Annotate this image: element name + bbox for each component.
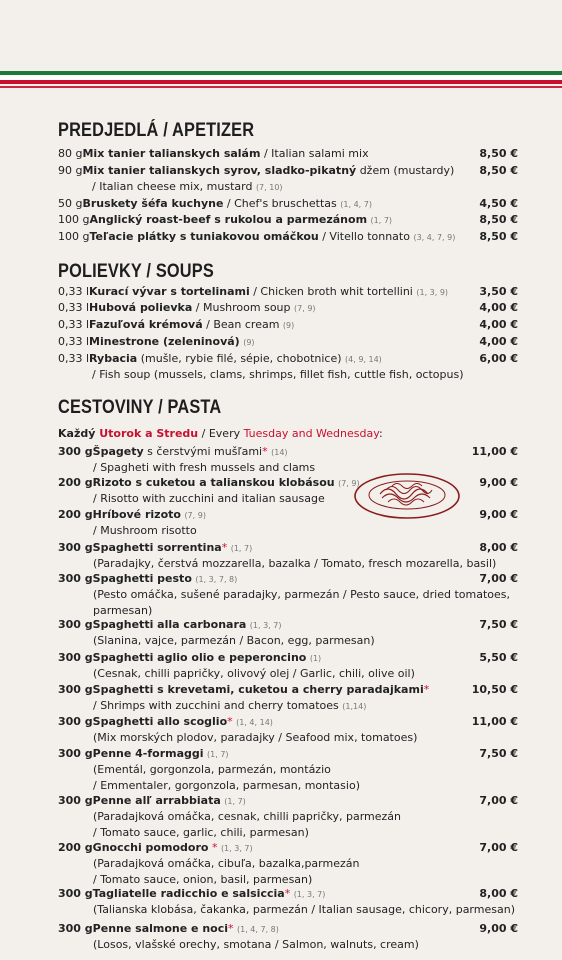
item-allergens: (1, 3, 7) bbox=[249, 621, 282, 630]
item-price: 5,50 € bbox=[479, 651, 518, 664]
item-subline bbox=[93, 778, 523, 794]
item-name: Minestrone (zeleninová) bbox=[89, 335, 240, 348]
item-name: Spaghetti pesto bbox=[92, 572, 192, 585]
item-price: 7,00 € bbox=[479, 572, 518, 585]
item-allergens: (4, 9, 14) bbox=[345, 355, 382, 364]
item-name: Bruskety šéfa kuchyne bbox=[82, 197, 224, 210]
item-price: 8,00 € bbox=[479, 887, 518, 900]
item-star: * bbox=[228, 922, 234, 935]
menu-item bbox=[58, 334, 518, 351]
item-star: * bbox=[227, 715, 233, 728]
item-allergens: (3, 4, 7, 9) bbox=[413, 233, 456, 242]
item-description: / Chicken broth whit tortellini bbox=[249, 285, 413, 298]
item-subline-text: (Pesto omáčka, sušené paradajky, parmezán / Pesto sauce, dried tomatoes, bbox=[93, 588, 510, 601]
item-quantity: 0,33 l bbox=[58, 352, 90, 365]
item-name: Teľacie plátky s tuniakovou omáčkou bbox=[89, 230, 319, 243]
item-quantity: 300 g bbox=[58, 618, 93, 631]
item-allergens: (7, 9) bbox=[294, 304, 316, 313]
item-quantity: 50 g bbox=[58, 197, 83, 210]
item-name: Spaghetti allo scoglio bbox=[92, 715, 228, 728]
item-subline-text: / Italian cheese mix, mustard bbox=[92, 180, 253, 193]
flag-stripe-red-thin bbox=[0, 86, 562, 88]
menu-item bbox=[58, 650, 518, 667]
menu-item bbox=[58, 196, 518, 213]
item-subline-text: (Paradajky, čerstvá mozzarella, bazalka / Tomato, fresch mozarella, basil) bbox=[93, 557, 497, 570]
item-quantity: 300 g bbox=[58, 445, 93, 458]
item-price: 4,00 € bbox=[479, 335, 518, 348]
item-subline-text: parmesan) bbox=[93, 604, 153, 617]
item-quantity: 100 g bbox=[58, 213, 90, 226]
item-subline bbox=[93, 730, 523, 746]
item-allergens: (14) bbox=[271, 448, 288, 457]
menu-item bbox=[58, 163, 518, 179]
item-star: * bbox=[284, 887, 291, 900]
item-name: Spaghetti sorrentina bbox=[92, 541, 222, 554]
menu-item bbox=[58, 886, 518, 903]
item-name: Spaghetti aglio olio e peperoncino bbox=[92, 651, 307, 664]
item-star: * bbox=[221, 541, 228, 554]
item-subline-text: (Talianska klobása, čakanka, parmezán / Italian sausage, chicory, parmesan) bbox=[93, 903, 515, 916]
section-title: PREDJEDLÁ / APETIZER bbox=[58, 120, 255, 141]
item-name: Anglický roast-beef s rukolou a parmezánom bbox=[89, 213, 368, 226]
item-name: Spaghetti s krevetami, cuketou a cherry paradajkami bbox=[92, 683, 424, 696]
item-subline bbox=[92, 179, 522, 196]
item-subline-text: / Spagheti with fresh mussels and clams bbox=[93, 461, 316, 474]
item-subline bbox=[93, 856, 523, 872]
item-name: Gnocchi pomodoro bbox=[92, 841, 209, 854]
item-price: 8,50 € bbox=[479, 213, 518, 226]
pasta-plate-illustration bbox=[352, 466, 462, 522]
item-allergens: (1, 7) bbox=[207, 750, 229, 759]
item-subline bbox=[93, 666, 523, 682]
menu-item bbox=[58, 540, 518, 557]
item-name: Spaghetti alla carbonara bbox=[92, 618, 247, 631]
item-name: Rybacia bbox=[89, 352, 138, 365]
item-price: 9,00 € bbox=[479, 508, 518, 521]
item-price: 9,00 € bbox=[479, 922, 518, 935]
item-name: Tagliatelle radicchio e salsiccia bbox=[92, 887, 285, 900]
item-subline-text: / Emmentaler, gorgonzola, parmesan, montasio) bbox=[93, 779, 360, 792]
item-quantity: 300 g bbox=[58, 683, 93, 696]
item-subline-text: (Losos, vlašské orechy, smotana / Salmon, walnuts, cream) bbox=[93, 938, 419, 951]
item-subline-text: (Slanina, vajce, parmezán / Bacon, egg, parmesan) bbox=[93, 634, 375, 647]
item-allergens: (1, 3, 7) bbox=[293, 890, 326, 899]
item-quantity: 300 g bbox=[58, 651, 93, 664]
menu-item bbox=[58, 682, 518, 698]
item-subline-text: (Mix morských plodov, paradajky / Seafood mix, tomatoes) bbox=[93, 731, 418, 744]
item-description: / Bean cream bbox=[202, 318, 280, 331]
item-subline bbox=[93, 698, 523, 715]
item-allergens: (1, 4, 7) bbox=[340, 200, 372, 209]
section-title: POLIEVKY / SOUPS bbox=[58, 261, 214, 282]
item-name: Hubová polievka bbox=[89, 301, 193, 314]
item-quantity: 0,33 l bbox=[58, 301, 90, 314]
item-description: / Mushroom soup bbox=[192, 301, 291, 314]
item-subline bbox=[93, 809, 523, 825]
item-allergens: (7, 9) bbox=[184, 511, 206, 520]
item-subline bbox=[93, 762, 523, 778]
menu-item bbox=[58, 351, 518, 368]
item-name: Hríbové rizoto bbox=[92, 508, 181, 521]
menu-item bbox=[58, 317, 518, 334]
menu-item bbox=[58, 229, 518, 246]
item-name: Rizoto s cuketou a talianskou klobásou bbox=[92, 476, 335, 489]
item-name: Penne alľ arrabbiata bbox=[92, 794, 221, 807]
flag-stripe-red bbox=[0, 80, 562, 84]
item-subline-text: (Paradajková omáčka, cibuľa, bazalka,parmezán bbox=[93, 857, 360, 870]
item-quantity: 80 g bbox=[58, 147, 83, 160]
item-name: Penne salmone e noci bbox=[92, 922, 228, 935]
item-quantity: 300 g bbox=[58, 747, 93, 760]
item-subline-text: (Paradajková omáčka, cesnak, chilli papričky, parmezán bbox=[93, 810, 402, 823]
item-price: 11,00 € bbox=[471, 715, 518, 728]
item-price: 3,50 € bbox=[479, 285, 518, 298]
menu-item bbox=[58, 714, 518, 731]
item-name: Kurací vývar s tortelinami bbox=[89, 285, 250, 298]
item-allergens: (1, 4, 14) bbox=[236, 718, 273, 727]
item-price: 4,00 € bbox=[479, 301, 518, 314]
note-colon: : bbox=[378, 427, 383, 440]
item-price: 8,00 € bbox=[479, 541, 518, 554]
item-subline-text: / Risotto with zucchini and italian sausage bbox=[93, 492, 325, 505]
item-description: s čerstvými mušľami bbox=[143, 445, 263, 458]
item-quantity: 90 g bbox=[58, 164, 83, 177]
item-description: / Italian salami mix bbox=[260, 147, 369, 160]
menu-item bbox=[58, 300, 518, 317]
item-subline bbox=[93, 556, 523, 572]
item-description: džem (mustardy) bbox=[356, 164, 455, 177]
item-star: * bbox=[262, 445, 268, 458]
item-price: 8,50 € bbox=[479, 230, 518, 243]
item-subline-text: / Tomato sauce, onion, basil, parmesan) bbox=[93, 873, 313, 886]
item-price: 7,00 € bbox=[479, 794, 518, 807]
item-quantity: 300 g bbox=[58, 572, 93, 585]
item-subline bbox=[92, 367, 522, 383]
item-allergens: (9) bbox=[282, 321, 295, 330]
item-subline-text: / Mushroom risotto bbox=[93, 524, 197, 537]
weekday-special-note bbox=[58, 426, 518, 442]
item-quantity: 0,33 l bbox=[58, 335, 90, 348]
menu-item bbox=[58, 146, 518, 162]
item-subline bbox=[93, 587, 523, 603]
item-subline-text: / Shrimps with zucchini and cherry tomatoes bbox=[93, 699, 339, 712]
item-quantity: 0,33 l bbox=[58, 318, 90, 331]
item-star: * bbox=[423, 683, 430, 696]
item-subline bbox=[93, 902, 523, 918]
item-price: 4,50 € bbox=[479, 197, 518, 210]
item-name: Penne 4-formaggi bbox=[92, 747, 204, 760]
item-quantity: 0,33 l bbox=[58, 285, 90, 298]
item-description: (mušle, rybie filé, sépie, chobotnice) bbox=[137, 352, 342, 365]
item-price: 7,50 € bbox=[479, 747, 518, 760]
item-subline-text: / Tomato sauce, garlic, chili, parmesan) bbox=[93, 826, 309, 839]
item-quantity: 300 g bbox=[58, 715, 93, 728]
menu-item bbox=[58, 571, 518, 588]
item-price: 4,00 € bbox=[479, 318, 518, 331]
section-title: CESTOVINY / PASTA bbox=[58, 397, 222, 418]
menu-item bbox=[58, 793, 518, 810]
item-name: Mix tanier talianskych salám bbox=[82, 147, 261, 160]
note-text: / Every bbox=[198, 427, 244, 440]
item-subline-text: (Ementál, gorgonzola, parmezán, montázio bbox=[93, 763, 331, 776]
item-name: Špagety bbox=[92, 445, 144, 458]
item-subline bbox=[93, 633, 523, 649]
item-price: 6,00 € bbox=[479, 352, 518, 365]
item-allergens: (7, 9) bbox=[338, 479, 360, 488]
item-price: 9,00 € bbox=[479, 476, 518, 489]
item-subline-text: (Cesnak, chilli papričky, olivový olej / Garlic, chili, olive oil) bbox=[93, 667, 415, 680]
item-allergens: (1, 7) bbox=[230, 544, 253, 553]
item-quantity: 100 g bbox=[58, 230, 90, 243]
item-allergens: (1, 4, 7, 8) bbox=[237, 925, 279, 934]
note-text: Každý bbox=[58, 427, 100, 440]
item-allergens: (1, 3, 9) bbox=[416, 288, 449, 297]
item-quantity: 200 g bbox=[58, 841, 93, 854]
item-allergens: (1, 7) bbox=[370, 216, 393, 225]
item-subline-text: / Fish soup (mussels, clams, shrimps, fillet fish, cuttle fish, octopus) bbox=[92, 368, 464, 381]
item-allergens: (1) bbox=[309, 654, 322, 663]
menu-item bbox=[58, 617, 518, 634]
item-allergens: (9) bbox=[243, 338, 255, 347]
item-price: 10,50 € bbox=[471, 683, 518, 696]
item-allergens: (1, 7) bbox=[224, 797, 246, 806]
item-quantity: 300 g bbox=[58, 794, 93, 807]
note-days-sk: Utorok a Stredu bbox=[99, 427, 199, 440]
item-description: / Chef's bruschettas bbox=[223, 197, 337, 210]
item-price: 7,00 € bbox=[479, 841, 518, 854]
menu-item bbox=[58, 284, 518, 301]
item-description: / Vitello tonnato bbox=[318, 230, 410, 243]
item-quantity: 200 g bbox=[58, 508, 93, 521]
item-allergens: (1,14) bbox=[342, 702, 367, 711]
item-name: Mix tanier talianskych syrov, sladko-pikatný bbox=[82, 164, 357, 177]
item-subline bbox=[93, 825, 523, 841]
item-allergens: (1, 3, 7) bbox=[220, 844, 253, 853]
item-allergens: (7, 10) bbox=[255, 183, 283, 192]
item-price: 7,50 € bbox=[479, 618, 518, 631]
note-days-en: Tuesday and Wednesday bbox=[243, 427, 379, 440]
item-name: Fazuľová krémová bbox=[89, 318, 203, 331]
item-star: * bbox=[211, 841, 218, 854]
item-subline bbox=[93, 523, 523, 539]
item-quantity: 200 g bbox=[58, 476, 93, 489]
item-allergens: (1, 3, 7, 8) bbox=[195, 575, 238, 584]
menu-item bbox=[58, 840, 518, 857]
menu-item bbox=[58, 921, 518, 938]
item-quantity: 300 g bbox=[58, 887, 93, 900]
menu-item bbox=[58, 746, 518, 763]
item-quantity: 300 g bbox=[58, 922, 93, 935]
item-price: 8,50 € bbox=[479, 164, 518, 177]
item-subline bbox=[93, 937, 523, 953]
item-quantity: 300 g bbox=[58, 541, 93, 554]
item-price: 8,50 € bbox=[479, 147, 518, 160]
menu-item bbox=[58, 444, 518, 461]
item-price: 11,00 € bbox=[471, 445, 518, 458]
menu-item bbox=[58, 212, 518, 229]
